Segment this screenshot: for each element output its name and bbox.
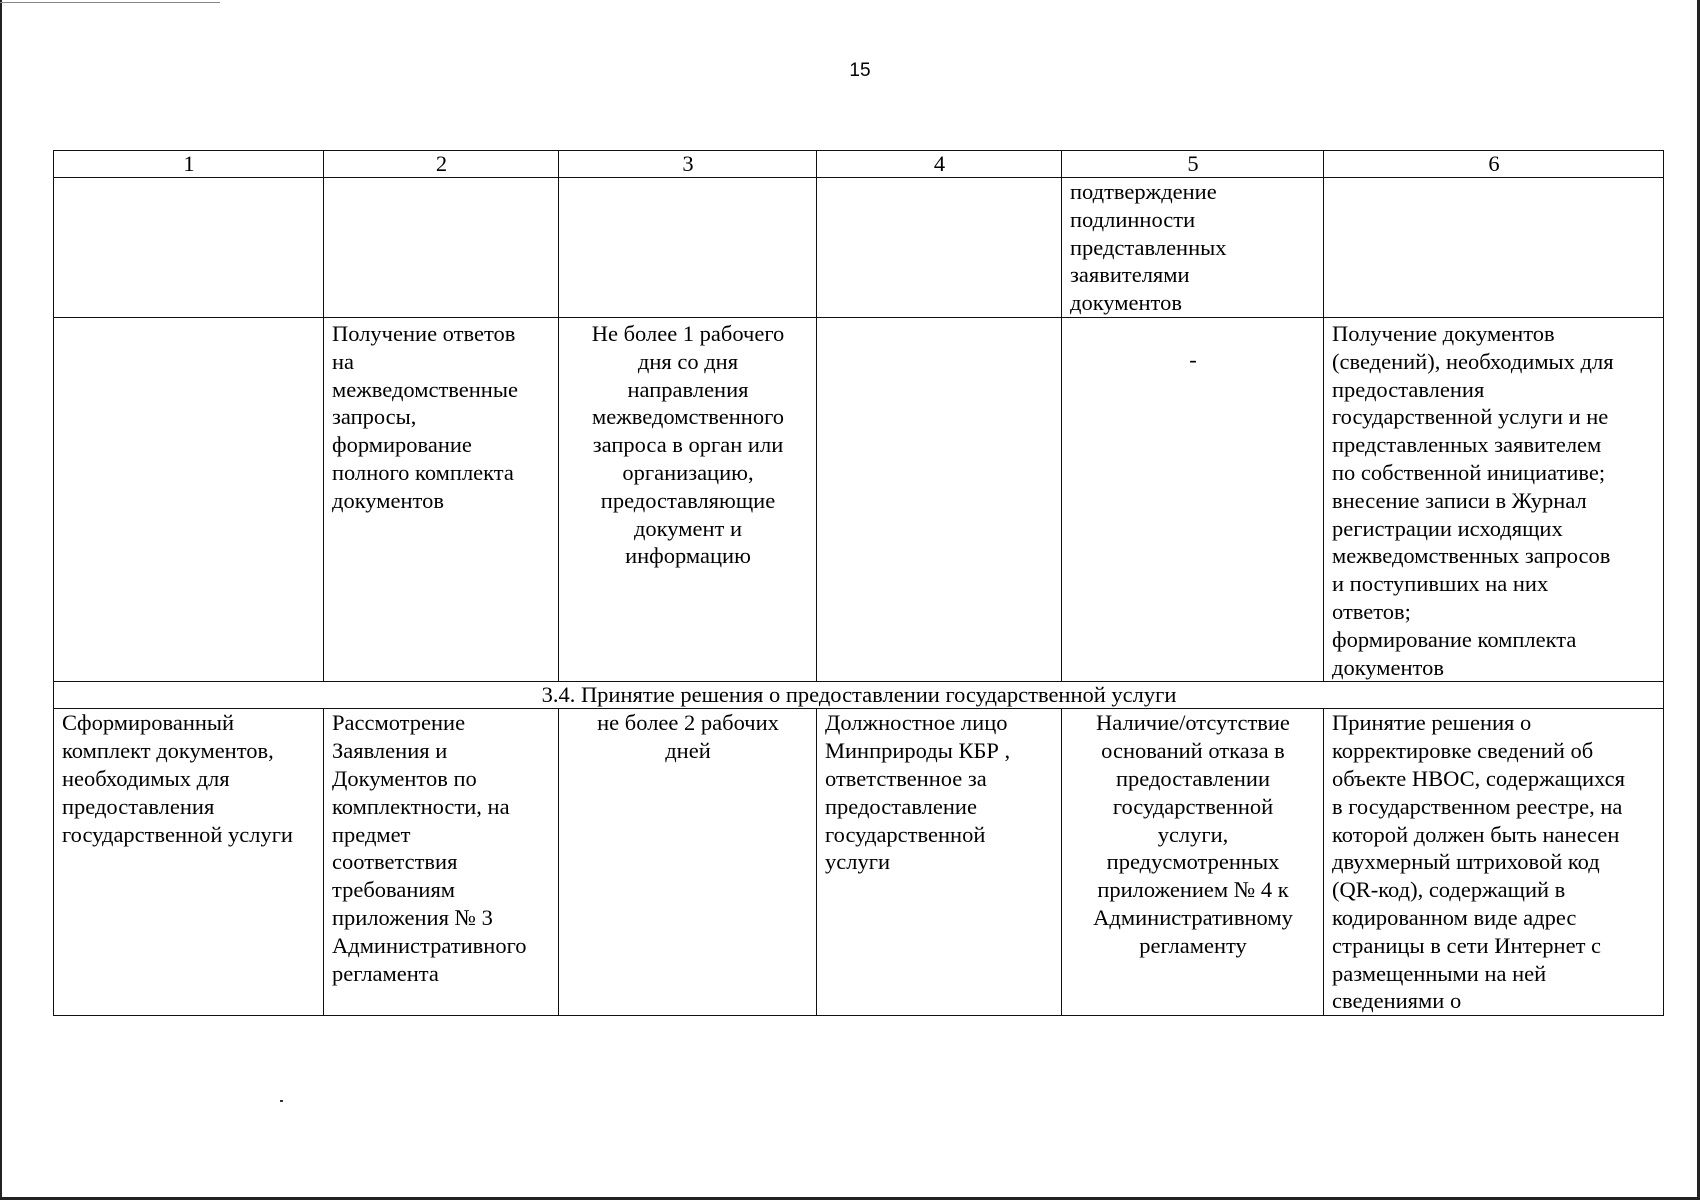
column-number-row bbox=[54, 151, 1664, 178]
column-number-cell: 3 bbox=[559, 151, 817, 178]
table-row bbox=[54, 178, 1664, 318]
table-cell bbox=[559, 178, 817, 318]
table-row bbox=[54, 709, 1664, 1016]
scan-edge-left bbox=[0, 0, 2, 1200]
scan-speck bbox=[280, 1100, 283, 1102]
section-heading: 3.4. Принятие решения о предоставлении государственной услуги bbox=[54, 682, 1664, 709]
table-cell bbox=[54, 178, 324, 318]
table-cell: Получение документов (сведений), необходимых для предоставления государственной услуги и не представленных заявителем по собственной инициативе; внесение записи в Журнал регистрации исходящих межведомственных запросов и поступивших на них ответов; формирование комплекта документов bbox=[1324, 318, 1664, 682]
section-heading-row bbox=[54, 682, 1664, 709]
table-cell: Сформированный комплект документов, необходимых для предоставления государственной услуги bbox=[54, 709, 324, 1016]
column-number-cell: 6 bbox=[1324, 151, 1664, 178]
table-cell: не более 2 рабочих дней bbox=[559, 709, 817, 1016]
table-cell bbox=[324, 178, 559, 318]
table-cell: Рассмотрение Заявления и Документов по комплектности, на предмет соответствия требованиям приложения № 3 Административного регламента bbox=[324, 709, 559, 1016]
scan-edge-top bbox=[0, 2, 220, 3]
table-cell bbox=[54, 318, 324, 682]
column-number-cell: 4 bbox=[817, 151, 1062, 178]
table-cell: - bbox=[1062, 318, 1324, 682]
table-cell: Не более 1 рабочего дня со дня направления межведомственного запроса в орган или организацию, предоставляющие документ и информацию bbox=[559, 318, 817, 682]
table-cell bbox=[817, 318, 1062, 682]
table-cell: Получение ответов на межведомственные запросы, формирование полного комплекта документов bbox=[324, 318, 559, 682]
column-number-cell: 5 bbox=[1062, 151, 1324, 178]
table-cell: Должностное лицо Минприроды КБР , ответственное за предоставление государственной услуги bbox=[817, 709, 1062, 1016]
column-number-cell: 1 bbox=[54, 151, 324, 178]
column-number-cell: 2 bbox=[324, 151, 559, 178]
table-cell bbox=[1324, 178, 1664, 318]
table-cell: Принятие решения о корректировке сведений об объекте НВОС, содержащихся в государственном реестре, на которой должен быть нанесен двухмерный штриховой код (QR-код), содержащий в кодированном виде адрес страницы в сети Интернет с размещенными на ней сведениями о bbox=[1324, 709, 1664, 1016]
table-row bbox=[54, 318, 1664, 682]
table-cell: подтверждение подлинности представленных заявителями документов bbox=[1062, 178, 1324, 318]
procedure-table bbox=[53, 150, 1664, 1016]
table-cell bbox=[817, 178, 1062, 318]
page-number: 15 bbox=[849, 60, 871, 81]
table-cell: Наличие/отсутствие оснований отказа в предоставлении государственной услуги, предусмотренных приложением № 4 к Административному регламенту bbox=[1062, 709, 1324, 1016]
